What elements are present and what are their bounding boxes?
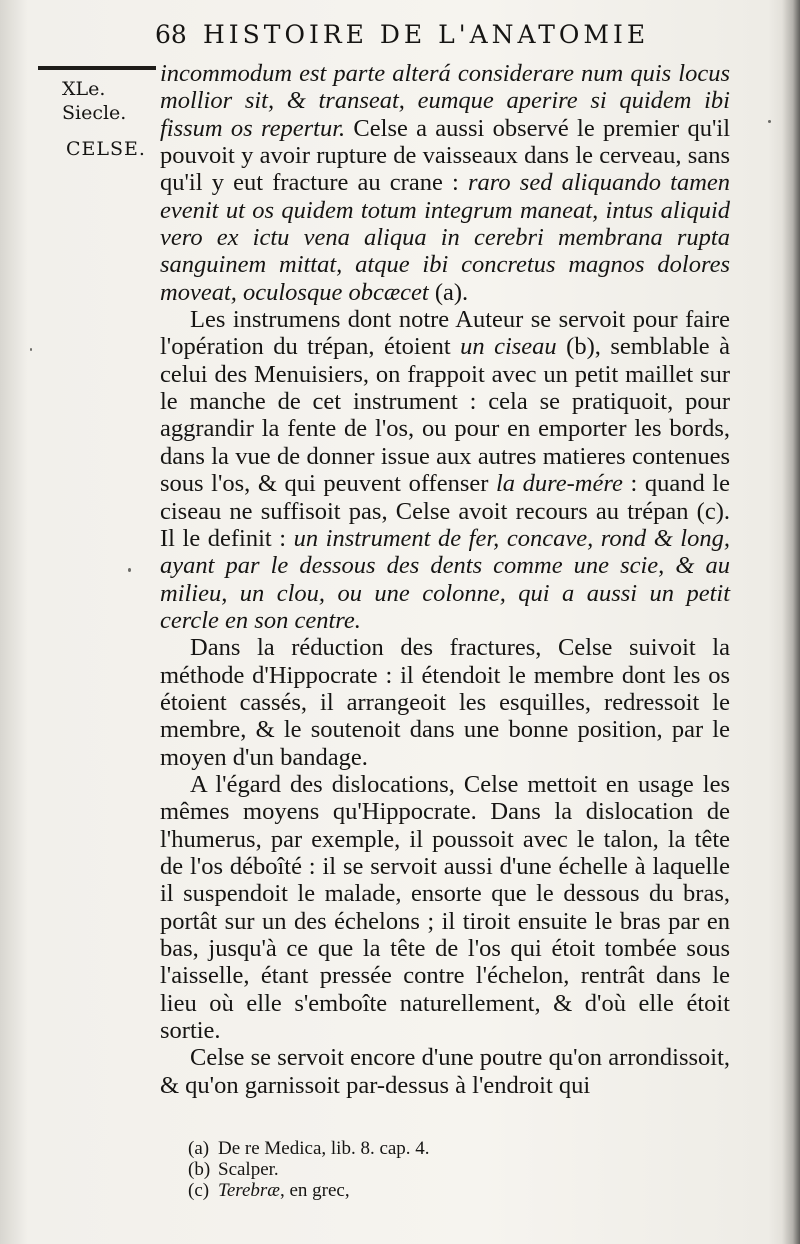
text-run: Celse a aussi observé le premier qu'il pouvoit y avoir rupture de vaisseaux dans le cerveau, sans qu'il y eut fracture au crane : xyxy=(160,114,730,197)
paragraph xyxy=(160,634,730,771)
footnotes-block xyxy=(188,1138,608,1201)
footnote-text: Scalper. xyxy=(218,1159,279,1180)
paper-speck xyxy=(768,120,771,123)
margin-century-line2: Siecle. xyxy=(62,102,127,124)
margin-rule xyxy=(38,66,156,70)
footnote xyxy=(188,1138,608,1159)
footnote-marker: (b) xyxy=(188,1159,211,1180)
footnote-text: , en grec, xyxy=(279,1180,350,1201)
italic-text-run: incommodum est parte alterá considerare num quis locus mollior sit, & transeat, eumque aperire si quidem ibi fissum os repertur. xyxy=(160,60,730,142)
paragraph xyxy=(160,60,730,306)
italic-text-run: un instrument de fer, concave, rond & long, ayant par le dessous des dents comme une scie, & au milieu, un clou, ou une colonne, qui a aussi un petit cercle en son centre. xyxy=(160,524,730,634)
margin-author-note: CELSE. xyxy=(66,138,146,160)
paragraph xyxy=(160,1044,730,1099)
text-run: Celse se servoit encore d'une poutre qu'on arrondissoit, & qu'on garnissoit par-dessus à l'endroit qui xyxy=(160,1044,730,1099)
text-run: Les instrumens dont notre Auteur se servoit pour faire l'opération du trépan, étoient xyxy=(160,306,730,361)
italic-text-run: la dure-mére xyxy=(495,470,623,498)
margin-century-line1: XLe. xyxy=(62,78,106,100)
footnote xyxy=(188,1159,608,1180)
text-run: (b), semblable à celui des Menuisiers, on frappoit avec un petit maillet sur le manche de cet instrument : cela se pratiquoit, pour aggrandir la fente de l'os, ou pour en emporter les bords, dans la vue de donner issue aux autres matieres contenues sous l'os, & qui peuvent offenser xyxy=(160,333,730,498)
footnote-text: Terebræ xyxy=(218,1180,280,1201)
running-header xyxy=(155,20,755,54)
text-run: A l'égard des dislocations, Celse mettoit en usage les mêmes moyens qu'Hippocrate. Dans la dislocation de l'humerus, par exemple, il poussoit avec le talon, la tête de l'os déboîté : il se servoit aussi d'une échelle à laquelle il suspendoit le malade, ensorte que le dessous du bras, portât sur un des échelons ; il tiroit ensuite le bras par en bas, jusqu'à ce que la tête de l'os qui étoit tombée sous l'aisselle, étant pressée contre l'échelon, rentrât dans le lieu où elle s'emboîte naturellement, & d'où elle étoit sortie. xyxy=(160,770,730,1045)
running-title: HISTOIRE DE L'ANATOMIE xyxy=(203,20,650,49)
footnote-marker: (c) xyxy=(188,1180,210,1201)
main-text-block xyxy=(160,60,730,1099)
text-run: Dans la réduction des fractures, Celse suivoit la méthode d'Hippocrate : il étendoit le membre dont les os étoient cassés, il arrangeoit les esquilles, redressoit le membre, & le soutenoit dans une bonne position, par le moyen d'un bandage. xyxy=(160,634,730,771)
footnote-marker: (a) xyxy=(188,1138,210,1159)
paper-speck xyxy=(128,568,131,572)
text-run: (a). xyxy=(428,278,469,306)
paragraph xyxy=(160,306,730,634)
page-number: 68 xyxy=(155,20,187,49)
binding-edge-shadow xyxy=(782,0,800,1244)
italic-text-run: un ciseau xyxy=(460,333,557,361)
italic-text-run: raro sed aliquando tamen evenit ut os quidem totum integrum maneat, intus aliquid vero ex ictu vena aliqua in cerebri membrana rupta sanguinem mittat, atque ibi concretus magnos dolores moveat, oculosque obcæcet xyxy=(160,169,731,306)
paragraph xyxy=(160,771,730,1044)
paper-speck xyxy=(30,348,32,351)
footnote-text: De re Medica, lib. 8. cap. 4. xyxy=(218,1138,430,1159)
text-run: : quand le ciseau ne suffisoit pas, Celse avoit recours au trépan (c). Il le definit : xyxy=(160,470,730,552)
footnote xyxy=(188,1180,608,1201)
